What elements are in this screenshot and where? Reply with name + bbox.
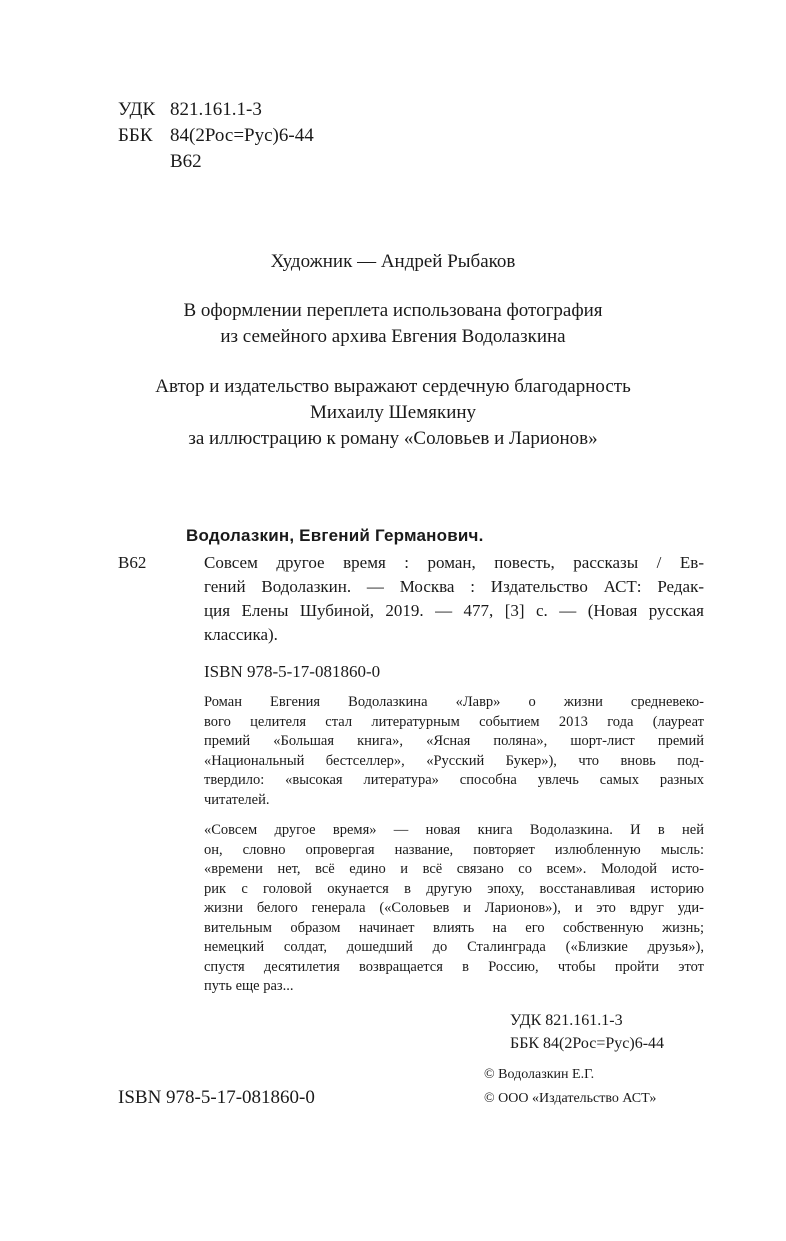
record-author-mark: В62 xyxy=(118,553,147,572)
description-line-3: ция Елены Шубиной, 2019. — 477, [3] с. — (Новая русская xyxy=(204,601,704,620)
annotation-paragraph-2 xyxy=(204,821,704,997)
annotation-line: жизни белого генерала («Соловьев и Ларионов»), и это вдруг уди- xyxy=(204,900,704,916)
udk-value: 821.161.1-3 xyxy=(170,99,262,120)
annotation-line: «времени нет, всё едино и всё связано со всем». Молодой исто- xyxy=(204,861,704,877)
annotation-line: «Национальный бестселлер», «Русский Букер»), что вновь под- xyxy=(204,752,704,769)
acknowledgement xyxy=(0,374,786,452)
artist-credit xyxy=(0,250,786,274)
udk-code xyxy=(118,98,262,122)
bbk-code xyxy=(118,124,314,148)
bibliographic-description xyxy=(204,551,704,647)
author-heading: Водолазкин, Евгений Германович. xyxy=(186,526,484,545)
thanks-line-1: Автор и издательство выражают сердечную благодарность xyxy=(155,376,631,397)
artist-line: Художник — Андрей Рыбаков xyxy=(270,251,516,272)
footer-udk: УДК 821.161.1-3 xyxy=(510,1012,623,1029)
annotation-line: премий «Большая книга», «Ясная поляна», шорт-лист премий xyxy=(204,733,704,749)
footer-isbn: ISBN 978-5-17-081860-0 xyxy=(118,1087,315,1108)
udk-label: УДК xyxy=(118,99,156,120)
annotation-paragraph-1 xyxy=(204,693,704,810)
annotation-line: он, словно опровергая название, повторяет излюбленную мысль: xyxy=(204,841,704,858)
copyright-author: © Водолазкин Е.Г. xyxy=(484,1067,595,1082)
thanks-line-3: за иллюстрацию к роману «Соловьев и Ларионов» xyxy=(188,428,598,449)
description-line-4: классика). xyxy=(204,625,278,644)
description-line-2: гений Водолазкин. — Москва : Издательство АСТ: Редак- xyxy=(204,577,704,596)
cover-photo-line-2: из семейного архива Евгения Водолазкина xyxy=(220,326,566,347)
copyright-publisher: © ООО «Издательство АСТ» xyxy=(484,1091,657,1106)
footer-bbk: ББК 84(2Рос=Рус)6-44 xyxy=(510,1035,665,1052)
author-mark: В62 xyxy=(170,151,202,172)
annotation-line: рик с головой окунается в другую эпоху, восстанавливая историю xyxy=(204,880,704,897)
cover-photo-line-1: В оформлении переплета использована фотография xyxy=(183,300,603,321)
annotation-line: спустя десятилетия возвращается в Россию, чтобы пройти этот xyxy=(204,958,704,975)
annotation-line: твердило: «высокая литература» способна увлечь самых разных xyxy=(204,772,704,788)
cover-photo-credit xyxy=(0,298,786,350)
annotation-line: немецкий солдат, дошедший до Сталинграда («Близкие друзья»), xyxy=(204,939,704,955)
record-isbn: ISBN 978-5-17-081860-0 xyxy=(204,662,381,681)
thanks-line-2: Михаилу Шемякину xyxy=(309,402,477,423)
annotation-line: вительным образом начинает влиять на его собственную жизнь; xyxy=(204,919,704,936)
annotation-line: вого целителя стал литературным событием 2013 года (лауреат xyxy=(204,713,704,730)
annotation-line: путь еще раз... xyxy=(204,978,294,994)
bbk-label: ББК xyxy=(118,125,153,146)
description-line-1: Совсем другое время : роман, повесть, рассказы / Ев- xyxy=(204,553,704,572)
annotation-line: Роман Евгения Водолазкина «Лавр» о жизни средневеко- xyxy=(204,694,704,710)
annotation-line: читателей. xyxy=(204,791,270,808)
annotation-line: «Совсем другое время» — новая книга Водолазкина. И в ней xyxy=(204,822,704,838)
bbk-value: 84(2Рос=Рус)6-44 xyxy=(170,125,314,146)
